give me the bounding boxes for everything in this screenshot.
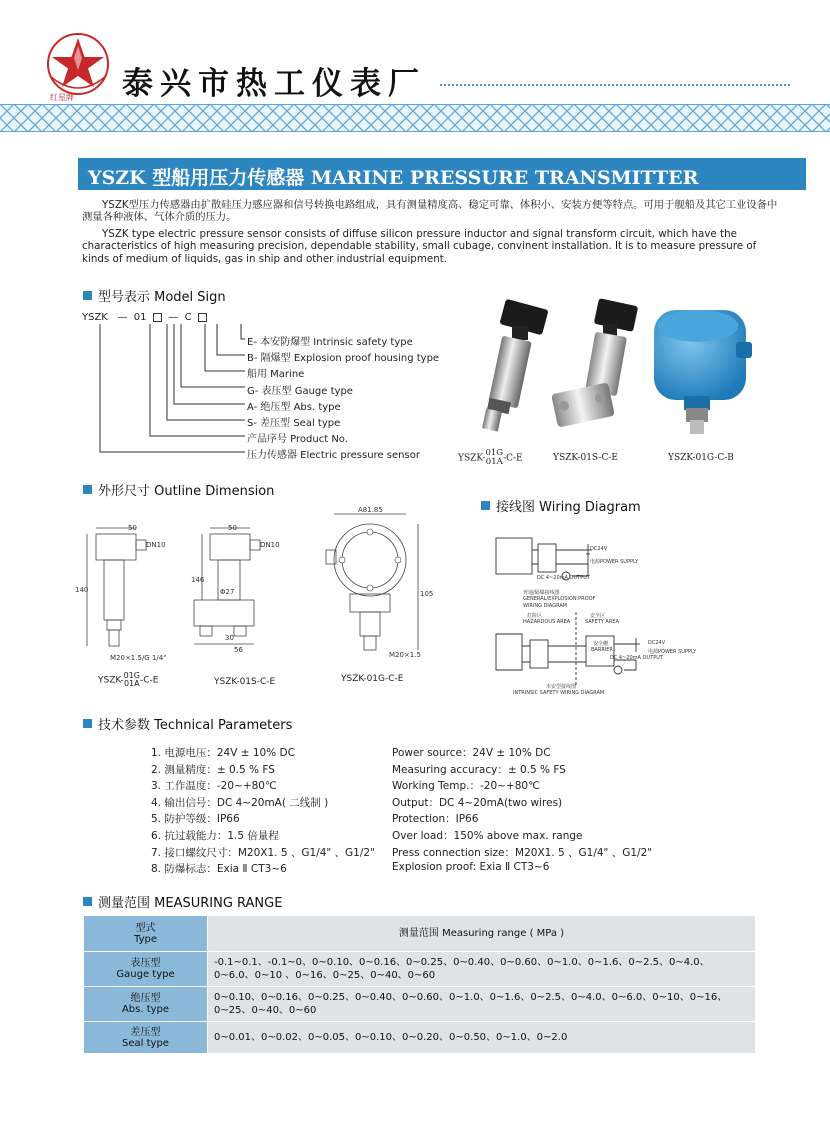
type-header-cell: 型式 Type	[84, 916, 208, 952]
product-caption-3: YSZK-01G-C-B	[668, 453, 734, 463]
wiring-cap1b: GENERAL/EXPLOSION PROOF	[523, 596, 596, 602]
wiring-dc24: DC24V	[590, 546, 608, 552]
wiring-out1: DC 4~20mA OUTPUT	[537, 575, 590, 581]
wiring-psu: 电源POWER SUPPLY	[590, 559, 639, 565]
code-box	[198, 313, 207, 322]
tech-item-cn: 1. 电源电压：24V ± 10% DC	[151, 747, 295, 759]
dim-m20c: M20×1.5	[389, 651, 421, 659]
intro-english: YSZK type electric pressure sensor consists of diffuse silicon pressure inductor and signal transform circuit, which have the characteristics of high measuring precision, dependable stability, small cubage, convinent installation. It is to measure pressure of kinds of medium of liquids, gas in ship and other industrial equipment.	[82, 228, 757, 265]
product-photo-01g	[462, 296, 552, 446]
product-photo-01s	[548, 296, 646, 446]
model-line: A- 绝压型 Abs. type	[247, 401, 341, 413]
model-line: E- 本安防爆型 Intrinsic safety type	[247, 337, 413, 348]
wiring-safe: 安全区	[590, 613, 606, 619]
product-caption-2: YSZK-01S-C-E	[553, 453, 618, 463]
table-row	[84, 952, 756, 987]
outline-heading: 外形尺寸 Outline Dimension	[83, 480, 274, 499]
tech-item-en: Over load：150% above max. range	[392, 829, 583, 842]
tech-item-cn: 8. 防爆标志：Exia Ⅱ CT3~6	[151, 863, 287, 876]
table-header-row	[84, 916, 756, 952]
model-sign-bracket-lines	[95, 322, 245, 462]
tech-item-cn: 4. 输出信号：DC 4~20mA( 二线制 )	[151, 796, 329, 809]
tech-heading: 技术参数 Technical Parameters	[83, 714, 292, 733]
range-heading: 测量范围 MEASURING RANGE	[83, 892, 282, 911]
code-box	[153, 313, 162, 322]
model-line: 压力传感器 Electric pressure sensor	[247, 450, 420, 462]
tech-item-cn: 5. 防护等级：IP66	[151, 813, 240, 826]
outline-drawings	[82, 504, 482, 674]
product-caption-1: YSZK- 01G 01A -C-E	[458, 448, 523, 467]
range-value-cell: -0.1~0.1、-0.1~0、0~0.10、0~0.16、0~0.25、0~0.40、0~0.60、0~1.0、0~1.6、0~2.5、0~4.0、0~6.0、0~10 、0~16、0~25、0~40、0~60	[208, 952, 756, 987]
wiring-psu2: 电源POWER SUPPLY	[648, 649, 697, 655]
table-row	[84, 1022, 756, 1054]
model-line: B- 隔爆型 Explosion proof housing type	[247, 353, 440, 365]
wiring-out2: DC 4~20mA OUTPUT	[610, 655, 663, 661]
logo-caption: 红星牌	[50, 93, 74, 102]
header-lattice-pattern	[0, 104, 830, 132]
outline-caption-2: YSZK-01S-C-E	[214, 677, 276, 687]
wiring-diagram	[494, 530, 704, 690]
tech-item-en: Protection：IP66	[392, 813, 479, 826]
range-value-cell: 0~0.10、0~0.16、0~0.25、0~0.40、0~0.60、0~1.0、0~1.6、0~2.5、0~4.0、0~6.0、0~10、0~16、0~25、0~40、0~60	[208, 987, 756, 1022]
dim-h140a: 140	[75, 586, 89, 594]
wiring-hazard: HAZARDOUS AREA	[523, 619, 571, 625]
outline-caption-3: YSZK-01G-C-E	[341, 674, 404, 684]
page-title: YSZK 型船用压力传感器 MARINE PRESSURE TRANSMITTER	[88, 167, 699, 189]
section-marker-icon	[83, 291, 92, 300]
tech-item-cn: 6. 抗过载能力：1.5 倍量程	[151, 829, 279, 842]
tech-item-en: Measuring accuracy：± 0.5 % FS	[392, 763, 566, 776]
wiring-barrier-zh: 安全栅	[593, 641, 609, 647]
tech-item-cn: 3. 工作温度：-20~+80℃	[151, 780, 277, 793]
model-sign-legend	[247, 333, 439, 463]
type-cell: 差压型 Seal type	[84, 1022, 208, 1054]
outline-caption-1: YSZK- 01G 01A -C-E	[98, 671, 159, 688]
tech-item-cn: 7. 接口螺纹尺寸：M20X1. 5 、G1/4" 、G1/2"	[151, 846, 375, 859]
header-dotted-line	[440, 84, 790, 86]
tech-item-en: Output：DC 4~20mA(two wires)	[392, 796, 563, 809]
range-header-cell: 测量范围 Measuring range ( MPa )	[208, 916, 756, 952]
section-marker-icon	[83, 719, 92, 728]
dim-dn10a: DN10	[146, 541, 166, 549]
dim-h105: 105	[420, 590, 434, 598]
wiring-heading: 接线图 Wiring Diagram	[481, 496, 641, 515]
range-table	[83, 915, 756, 1054]
model-line: S- 差压型 Seal type	[247, 417, 341, 429]
dim-m20a: M20×1.5/G 1/4"	[110, 654, 167, 662]
wiring-cap1c: WIRING DIAGRAM	[523, 603, 568, 609]
model-line: G- 表压型 Gauge type	[247, 385, 353, 397]
section-marker-icon	[83, 897, 92, 906]
intro-chinese: YSZK型压力传感器由扩散硅压力感应器和信号转换电路组成，具有测量精度高、稳定可靠、体积小、安装方便等特点。可用于舰船及其它工业设备中测量各种液体、气体介质的压力。	[82, 199, 778, 224]
wiring-cap2a: 本安型接线图	[546, 684, 577, 690]
table-row	[84, 987, 756, 1022]
tech-item-en: Working Temp.：-20~+80℃	[392, 780, 540, 793]
tech-item-en: Press connection size：M20X1. 5 、G1/4" 、G1/2"	[392, 846, 653, 859]
dim-w56: 56	[234, 646, 243, 654]
section-marker-icon	[83, 485, 92, 494]
model-line: 船用 Marine	[247, 369, 305, 381]
wiring-cap1a: 普通/隔爆接线图	[523, 590, 560, 596]
company-name: 泰兴市热工仪表厂	[122, 66, 426, 102]
dim-a81: A81.85	[358, 506, 383, 514]
model-code: YSZK — 01 — C	[82, 312, 207, 323]
range-value-cell: 0~0.01、0~0.02、0~0.05、0~0.10、0~0.20、0~0.50、0~1.0、0~2.0	[208, 1022, 756, 1054]
wiring-cap2b: INTRINSIC SAFETY WIRING DIAGRAM	[513, 690, 605, 696]
wiring-barrier-en: BARRIER	[591, 647, 613, 653]
wiring-dc24b: DC24V	[648, 640, 666, 646]
model-line: 产品序号 Product No.	[247, 434, 348, 446]
tech-list-cn	[151, 745, 375, 878]
wiring-safe-area: SAFETY AREA	[585, 619, 619, 625]
dim-d27: Φ27	[220, 588, 235, 596]
section-marker-icon	[481, 501, 490, 510]
dim-dn10b: DN10	[260, 541, 280, 549]
wiring-danger: 危险区	[527, 613, 543, 619]
dim-w30: 30	[225, 634, 234, 642]
tech-item-en: Power source：24V ± 10% DC	[392, 747, 551, 759]
tech-item-cn: 2. 测量精度：± 0.5 % FS	[151, 763, 275, 776]
type-cell: 绝压型 Abs. type	[84, 987, 208, 1022]
type-cell: 表压型 Gauge type	[84, 952, 208, 987]
model-sign-heading: 型号表示 Model Sign	[83, 286, 226, 305]
dim-w50a: 50	[128, 524, 137, 532]
dim-h146b: 146	[191, 576, 205, 584]
tech-list-en	[392, 745, 652, 878]
product-photo-01g-b	[640, 296, 758, 446]
dim-w50b: 50	[228, 524, 237, 532]
tech-item-en: Explosion proof: Exia Ⅱ CT3~6	[392, 861, 550, 874]
